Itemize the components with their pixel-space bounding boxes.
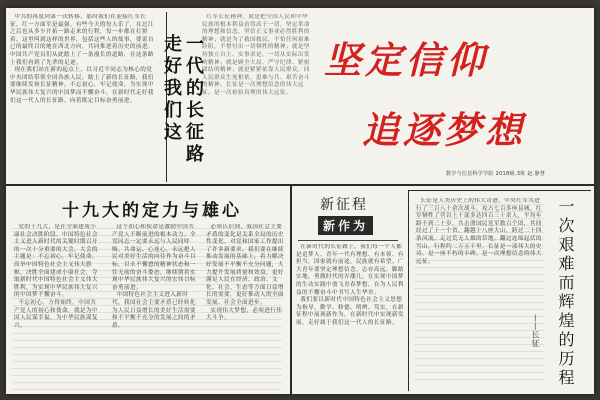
new-march-underline — [298, 240, 398, 241]
divider-top — [6, 184, 594, 186]
divider-middle — [290, 184, 292, 394]
new-march-title: 新征程 — [320, 197, 368, 213]
new-march-tag: 新作为 — [318, 216, 373, 235]
credit-line: 数学与信息科学学院 2018级.3班 赵.静慧 — [446, 171, 546, 177]
main-title-line1: 坚定信仰 — [324, 38, 488, 82]
journey-article: 长征是人类历史上的伟大奇迹，中央红军共进行了三百八十余次战斗，攻占七百多座县城，红军牺牲了营以上干部多达四百三十余人，平均年龄不到三十岁，共击溃国民党军数百个团，其间经过了十一个省，翻越十八座大山，跨过二十四条河流，走过荒无人烟的草地，翻过连绵起伏的雪山，行程约二万五千里。长征是一部伟大的史诗，是一座不朽的丰碑，是一次理想信念的伟大远征。 — [416, 198, 542, 265]
section-nineteen-col3: 必须认识到，我国社会主要矛盾的变化是关系全局的历史性变化，对党和国家工作提出了许多新要求。我们要在继续推动发展的基础上，着力解决好发展不平衡不充分问题，大力提升发展质量和效益，更好满足人民在经济、政治、文化、社会、生态等方面日益增长的需要，更好推动人的全面发展、社会全面进步。 实现伟大梦想，必须进行伟大斗争。 — [206, 224, 284, 322]
section-nineteen-title: 十九大的定力与雄心 — [62, 201, 242, 221]
journey-vertical-title: 一次艰难而辉煌的历程 — [556, 198, 575, 388]
top-left-article: 中共的再度向第一次转移，那时我们在迎接红军长征，红一方面军是最强。有些今天的每人乐了，在过江之后也从多少开拓一路走来的行程，每一步都在打拼着，这里叫到这样的世界，包括这些人的故事，要说自已的最终目的地在西北方向，共同推进着历史的前进。中国共产党员们从此踏上了一条漫长的道路，在这条路上我们看到了先辈的足迹。 现在我们站在新的起点上，以习近平同志为核心的党中央团结带领全国各族人民，踏上了新的长征路，我们要继续发扬长征精神，不忘初心，牢记使命，为实现中华民族伟大复兴的中国梦而不懈奋斗，在新时代走好我们这一代人的长征路，向着既定目标奋勇前进。 — [10, 14, 154, 104]
new-march-article: 在新时代的长征路上，我们每一个人都是追梦人。青年一代有理想、有本领、有担当，国家就有前途，民族就有希望。广大青年要坚定理想信念，志存高远，脚踏实地，勇做时代的弄潮儿，在实现中国梦的生动实践中放飞青春梦想，在为人民利益的不懈奋斗中书写人生华章。 我们要以新时代中国特色社会主义思想为指导，勤学、修德、明辨、笃实，在新征程中展现新作为，在新时代中实现新发展，走好属于我们这一代人的长征路。 — [296, 244, 404, 326]
newspaper-sheet — [6, 8, 594, 394]
section-nineteen-col2: 这个初心和使命是激励中国共产党人不断前进的根本动力。全党同志一定要永远与人民同呼吸、共命运、心连心，永远把人民对美好生活的向往作为奋斗目标，以永不懈怠的精神状态和一往无前的奋斗姿态，继续朝着实现中华民族伟大复兴的宏伟目标奋勇前进。 中国特色社会主义进入新时代，我国社会主要矛盾已经转化为人民日益增长的美好生活需要和不平衡不充分的发展之间的矛盾。 — [112, 224, 196, 329]
journey-signature: ——长征 — [531, 314, 540, 348]
top-middle-article: 红军长征精神，就是把全国人民和中华民族的根本利益看得高于一切，坚定革命的理想和信念，坚信正义事业必然胜利的精神；就是为了救国救民，不怕任何艰难险阻，不惜付出一切牺牲的精神；就是坚持独立自主、实事求是，一切从实际出发的精神；就是顾全大局、严守纪律、紧密团结的精神；就是紧紧依靠人民群众，同人民群众生死相依、患难与共、艰苦奋斗的精神。长征是一次理想信念的伟大远征，是一次检验真理的伟大远征。 — [202, 14, 310, 96]
section-nineteen-col1: 党的十九大，是在全面建成小康社会决胜阶段、中国特色社会主义进入新时代的关键时期召开的一次十分重要的大会。大会的主题是：不忘初心，牢记使命，高举中国特色社会主义伟大旗帜，决胜全面建成小康社会，夺取新时代中国特色社会主义伟大胜利，为实现中华民族伟大复兴的中国梦不懈奋斗。 不忘初心，方得始终。中国共产党人的初心和使命，就是为中国人民谋幸福，为中华民族谋复兴。 — [14, 224, 98, 329]
vertical-heading: 一代的长征路走好我们这 — [161, 34, 204, 166]
main-title-line2: 追逐梦想 — [362, 108, 526, 152]
